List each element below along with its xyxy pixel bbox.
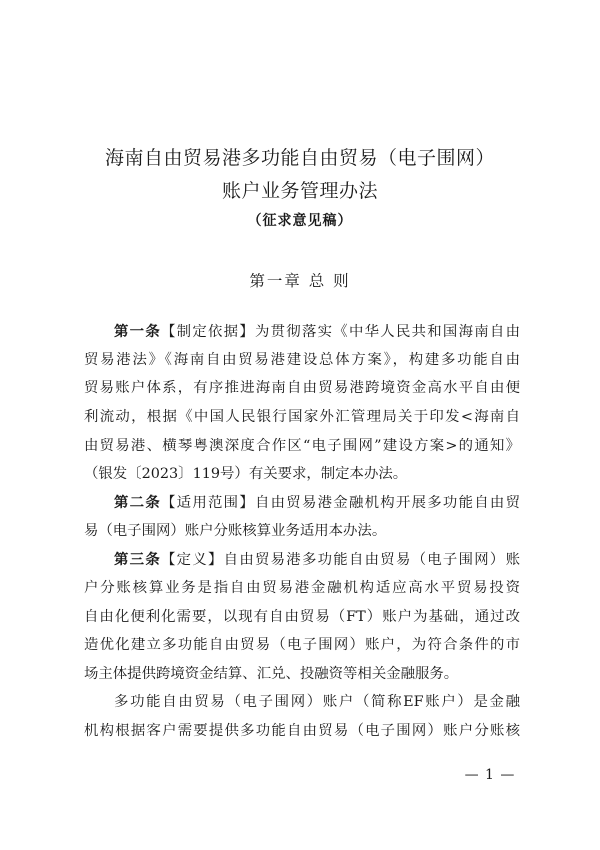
chapter-heading: 第一章 总 则 bbox=[249, 272, 351, 290]
article-3-line-5: 场主体提供跨境资金结算、汇兑、投融资等相关金融服务。 bbox=[84, 666, 459, 682]
paragraph-4-line-2: 机构根据客户需要提供多功能自由贸易（电子围网）账户分账核 bbox=[84, 723, 520, 739]
article-2-label: 第二条 bbox=[114, 495, 161, 511]
article-1-label: 第一条 bbox=[114, 324, 161, 340]
document-subtitle: （征求意见稿） bbox=[247, 213, 353, 229]
document-title-line-2: 账户业务管理办法 bbox=[221, 180, 378, 202]
paragraph-4-line-1: 多功能自由贸易（电子围网）账户（简称EF账户）是金融 bbox=[114, 694, 520, 710]
article-1-line-2: 贸易港法》《海南自由贸易港建设总体方案》，构建多功能自由 bbox=[84, 352, 520, 368]
article-3-text-1: 【定义】自由贸易港多功能自由贸易（电子围网）账 bbox=[161, 552, 520, 568]
article-1-line-4: 利流动，根据《中国人民银行国家外汇管理局关于印发<海南自 bbox=[84, 409, 520, 425]
page-number: — 1 — bbox=[464, 767, 516, 783]
article-3-label: 第三条 bbox=[114, 552, 161, 568]
article-1-text-1: 【制定依据】为贯彻落实《中华人民共和国海南自由 bbox=[161, 324, 520, 340]
article-2-text-1: 【适用范围】自由贸易港金融机构开展多功能自由贸 bbox=[161, 495, 520, 511]
document-title-line-1: 海南自由贸易港多功能自由贸易（电子围网） bbox=[104, 147, 495, 169]
article-3-line-3: 自由化便利化需要，以现有自由贸易（FT）账户为基础，通过改 bbox=[84, 609, 520, 625]
article-3-line-4: 造优化建立多功能自由贸易（电子围网）账户，为符合条件的市 bbox=[84, 637, 520, 653]
article-1-line-5: 由贸易港、横琴粤澳深度合作区“电子围网”建设方案>的通知》 bbox=[84, 438, 520, 454]
article-1-line-1 bbox=[114, 322, 520, 342]
article-2-line-1 bbox=[114, 493, 520, 513]
article-3-line-1 bbox=[114, 550, 520, 570]
article-2-line-2: 易（电子围网）账户分账核算业务适用本办法。 bbox=[84, 523, 387, 539]
article-3-line-2: 户分账核算业务是指自由贸易港金融机构适应高水平贸易投资 bbox=[84, 580, 520, 596]
article-1-line-6: （银发〔2023〕119号）有关要求，制定本办法。 bbox=[84, 466, 408, 482]
article-1-line-3: 贸易账户体系，有序推进海南自由贸易港跨境资金高水平自由便 bbox=[84, 380, 520, 396]
